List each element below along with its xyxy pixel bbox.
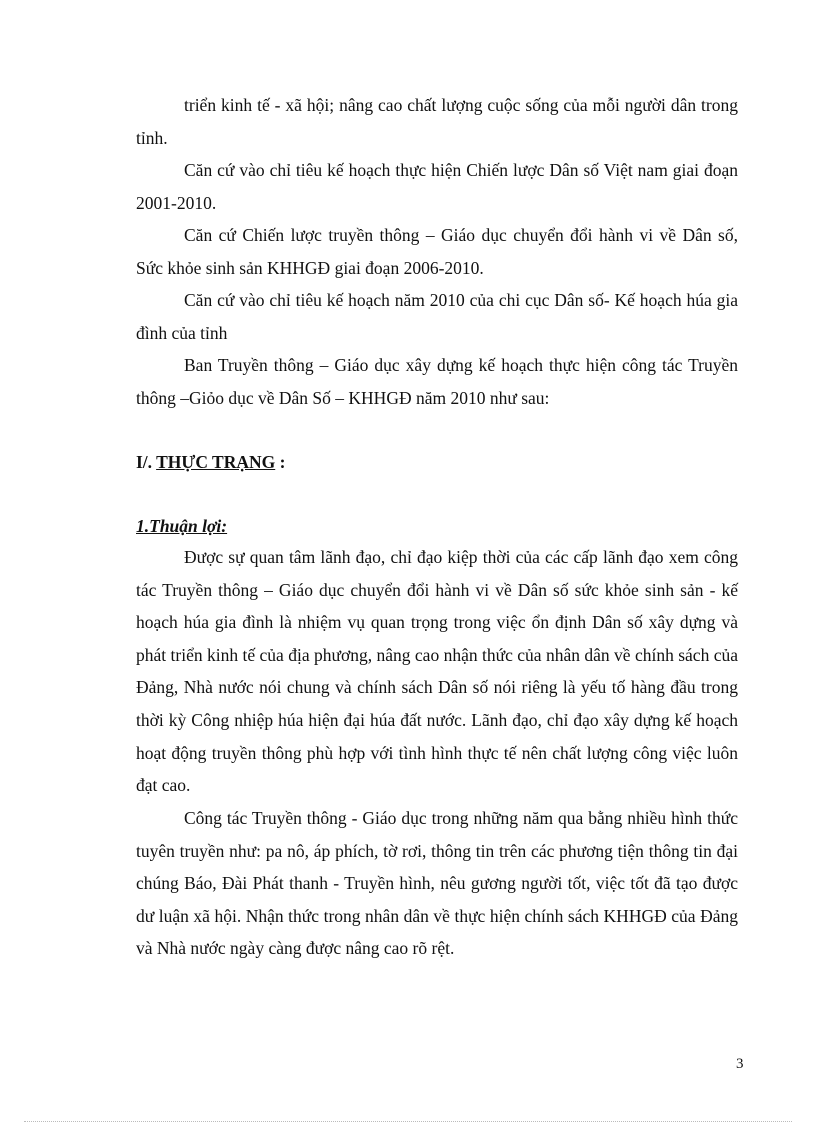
paragraph-plan-intro: Ban Truyền thông – Giáo dục xây dựng kế hoạch thực hiện công tác Truyền thông –Giỏo dục về Dân Số – KHHGĐ năm 2010 như sau:: [136, 355, 738, 408]
page-bottom-divider: [24, 1121, 792, 1122]
subsection-heading-text: 1.Thuận lợi:: [136, 516, 228, 536]
section-heading-title: THỰC TRẠNG: [156, 452, 276, 472]
section-heading-prefix: I/.: [136, 452, 157, 472]
paragraph-continuation: triển kinh tế - xã hội; nâng cao chất lượng cuộc sống của mỗi người dân trong tỉnh.: [136, 95, 738, 148]
subsection-heading: [136, 514, 227, 538]
section-heading: [136, 450, 285, 474]
paragraph-basis-communication: Căn cứ Chiến lược truyền thông – Giáo dục chuyển đổi hành vi về Dân số, Sức khỏe sinh sản KHHGĐ giai đoạn 2006-2010.: [136, 225, 738, 278]
paragraph-basis-targets: Căn cứ vào chỉ tiêu kế hoạch năm 2010 của chi cục Dân số- Kế hoạch húa gia đình của tỉnh: [136, 290, 738, 343]
paragraph-communication-work: Công tác Truyền thông - Giáo dục trong những năm qua bằng nhiều hình thức tuyên truyền như: pa nô, áp phích, tờ rơi, thông tin trên các phương tiện thông tin đại chúng Báo, Đài Phát thanh - Truyền hình, nêu gương người tốt, việc tốt đã tạo được dư luận xã hội. Nhận thức trong nhân dân về thực hiện chính sách KHHGĐ của Đảng và Nhà nước ngày càng được nâng cao rõ rệt.: [136, 808, 738, 959]
page-number: 3: [736, 1056, 744, 1072]
paragraph-basis-strategy: Căn cứ vào chỉ tiêu kế hoạch thực hiện Chiến lược Dân số Việt nam giai đoạn 2001-2010.: [136, 160, 738, 213]
section-heading-suffix: :: [275, 452, 286, 472]
paragraph-advantages: Được sự quan tâm lãnh đạo, chỉ đạo kiệp thời của các cấp lãnh đạo xem công tác Truyền thông – Giáo dục chuyển đổi hành vi về Dân số sức khỏe sinh sản - kế hoạch húa gia đình là nhiệm vụ quan trọng trong việc ổn định Dân số xây dựng và phát triển kinh tế của địa phương, nâng cao nhận thức của nhân dân về chính sách của Đảng, Nhà nước nói chung và chính sách Dân số nói riêng là yếu tố hàng đầu trong thời kỳ Công nhiệp húa hiện đại húa đất nước. Lãnh đạo, chỉ đạo xây dựng kế hoạch hoạt động truyền thông phù hợp với tình hình thực tế nên chất lượng công việc luôn đạt cao.: [136, 547, 738, 796]
